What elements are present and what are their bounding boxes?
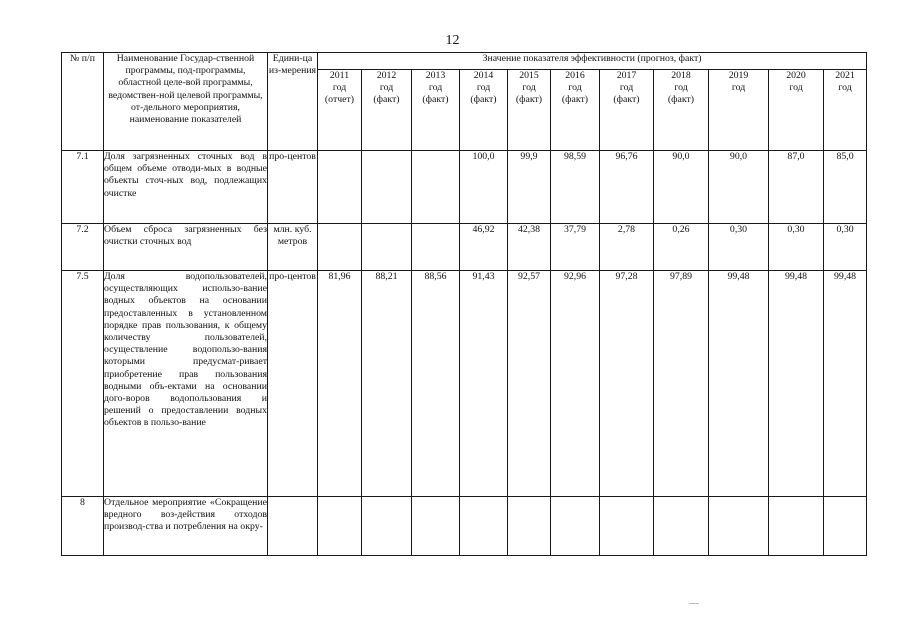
year-header-2018 xyxy=(654,70,709,151)
year-note: (факт) xyxy=(470,94,497,106)
year-word: год xyxy=(476,82,491,94)
value-cell: 99,48 xyxy=(824,271,867,497)
value-cell: 92,96 xyxy=(551,271,600,497)
value-cell xyxy=(654,497,709,556)
value-cell: 98,59 xyxy=(551,151,600,224)
value-cell: 0,30 xyxy=(769,224,824,271)
year-header-2012 xyxy=(362,70,412,151)
year-label: 2013 xyxy=(425,70,446,81)
year-header-2017 xyxy=(600,70,654,151)
year-word: год xyxy=(332,82,347,94)
year-label: 2012 xyxy=(376,70,397,81)
value-cell xyxy=(824,497,867,556)
value-cell: 99,48 xyxy=(709,271,769,497)
header-name: Наименование Государ-ственной программы, под-программы, областной целе-вой программы, ведомствен-ной целевой программы, от-дельного мероприятия, наименование показателей xyxy=(104,53,268,151)
row-number: 8 xyxy=(62,497,104,556)
indicator-name: Отдельное мероприятие «Сокращение вредного воз-действия отходов производ-ства и потребления на окру- xyxy=(104,497,268,556)
indicator-name: Объем сброса загрязненных без очистки сточных вод xyxy=(104,224,268,271)
year-label: 2014 xyxy=(473,70,494,81)
header-value-title: Значение показателя эффективности (прогноз, факт) xyxy=(318,53,867,70)
year-word: год xyxy=(522,82,536,94)
year-label: 2021 xyxy=(835,70,855,81)
value-cell: 100,0 xyxy=(460,151,508,224)
value-cell: 2,78 xyxy=(600,224,654,271)
value-cell: 91,43 xyxy=(460,271,508,497)
year-note: (факт) xyxy=(373,94,400,106)
value-cell xyxy=(551,497,600,556)
value-cell: 88,56 xyxy=(412,271,460,497)
value-cell xyxy=(412,224,460,271)
year-word: год xyxy=(619,82,634,94)
year-note: (отчет) xyxy=(324,94,355,106)
value-cell xyxy=(709,497,769,556)
year-label: 2015 xyxy=(519,70,539,81)
value-cell: 81,96 xyxy=(318,271,362,497)
value-cell xyxy=(362,151,412,224)
unit-cell: про-центов xyxy=(268,271,318,497)
page-number: 12 xyxy=(445,33,460,48)
year-word: год xyxy=(731,82,746,94)
row-number: 7.1 xyxy=(62,151,104,224)
year-note: (факт) xyxy=(422,94,449,106)
value-cell xyxy=(362,497,412,556)
value-cell xyxy=(318,151,362,224)
value-cell: 0,26 xyxy=(654,224,709,271)
value-cell: 87,0 xyxy=(769,151,824,224)
value-cell: 99,9 xyxy=(508,151,551,224)
header-row-top xyxy=(62,53,867,70)
value-cell xyxy=(412,151,460,224)
year-word: год xyxy=(379,82,394,94)
table-row xyxy=(62,497,867,556)
header-unit: Едини-ца из-мерения xyxy=(268,53,318,151)
year-note: (факт) xyxy=(561,94,589,106)
year-label: 2016 xyxy=(565,70,585,81)
value-cell: 99,48 xyxy=(769,271,824,497)
value-cell: 92,57 xyxy=(508,271,551,497)
unit-cell: про-центов xyxy=(268,151,318,224)
value-cell: 46,92 xyxy=(460,224,508,271)
value-cell: 90,0 xyxy=(709,151,769,224)
value-cell xyxy=(412,497,460,556)
header-num: № п/п xyxy=(62,53,104,151)
value-cell: 90,0 xyxy=(654,151,709,224)
year-label: 2018 xyxy=(671,70,691,81)
scan-mark xyxy=(689,603,699,604)
value-cell: 96,76 xyxy=(600,151,654,224)
unit-cell: млн. куб. метров xyxy=(268,224,318,271)
value-cell xyxy=(362,224,412,271)
year-word: год xyxy=(789,82,803,94)
year-label: 2011 xyxy=(329,70,350,81)
year-word: год xyxy=(674,82,688,94)
year-word: год xyxy=(838,82,852,94)
year-header-2021 xyxy=(824,70,867,151)
value-cell xyxy=(318,224,362,271)
year-word: год xyxy=(428,82,443,94)
indicator-name: Доля загрязненных сточных вод в общем объеме отводи-мых в водные объекты сточ-ных вод, подлежащих очистке xyxy=(104,151,268,224)
year-header-2014 xyxy=(460,70,508,151)
indicator-table xyxy=(61,52,867,556)
year-label: 2017 xyxy=(616,70,637,81)
unit-cell xyxy=(268,497,318,556)
value-cell: 42,38 xyxy=(508,224,551,271)
value-cell xyxy=(600,497,654,556)
table-row xyxy=(62,224,867,271)
value-cell xyxy=(460,497,508,556)
year-note: (факт) xyxy=(515,94,543,106)
year-header-2015 xyxy=(508,70,551,151)
value-cell: 85,0 xyxy=(824,151,867,224)
year-header-2011 xyxy=(318,70,362,151)
table-row xyxy=(62,271,867,497)
year-label: 2020 xyxy=(786,70,806,81)
year-note: (факт) xyxy=(667,94,695,106)
year-word: год xyxy=(568,82,582,94)
value-cell xyxy=(769,497,824,556)
year-header-2016 xyxy=(551,70,600,151)
value-cell xyxy=(508,497,551,556)
year-header-2019 xyxy=(709,70,769,151)
value-cell: 37,79 xyxy=(551,224,600,271)
value-cell: 88,21 xyxy=(362,271,412,497)
year-header-2013 xyxy=(412,70,460,151)
year-label: 2019 xyxy=(728,70,749,81)
value-cell: 0,30 xyxy=(709,224,769,271)
value-cell: 97,89 xyxy=(654,271,709,497)
year-header-2020 xyxy=(769,70,824,151)
year-note: (факт) xyxy=(613,94,640,106)
indicator-name: Доля водопользователей, осуществляющих использо-вание водных объектов на основании предоставленных в установленном порядке прав пользования, к общему количеству пользователей, осуществление водопользо-вания которыми предусмат-ривает приобретение прав пользования водными объ-ектами на основании дого-воров водопользования и решений о предоставлении водных объектов в пользо-вание xyxy=(104,271,268,497)
table-row xyxy=(62,151,867,224)
value-cell xyxy=(318,497,362,556)
value-cell: 97,28 xyxy=(600,271,654,497)
row-number: 7.5 xyxy=(62,271,104,497)
value-cell: 0,30 xyxy=(824,224,867,271)
row-number: 7.2 xyxy=(62,224,104,271)
